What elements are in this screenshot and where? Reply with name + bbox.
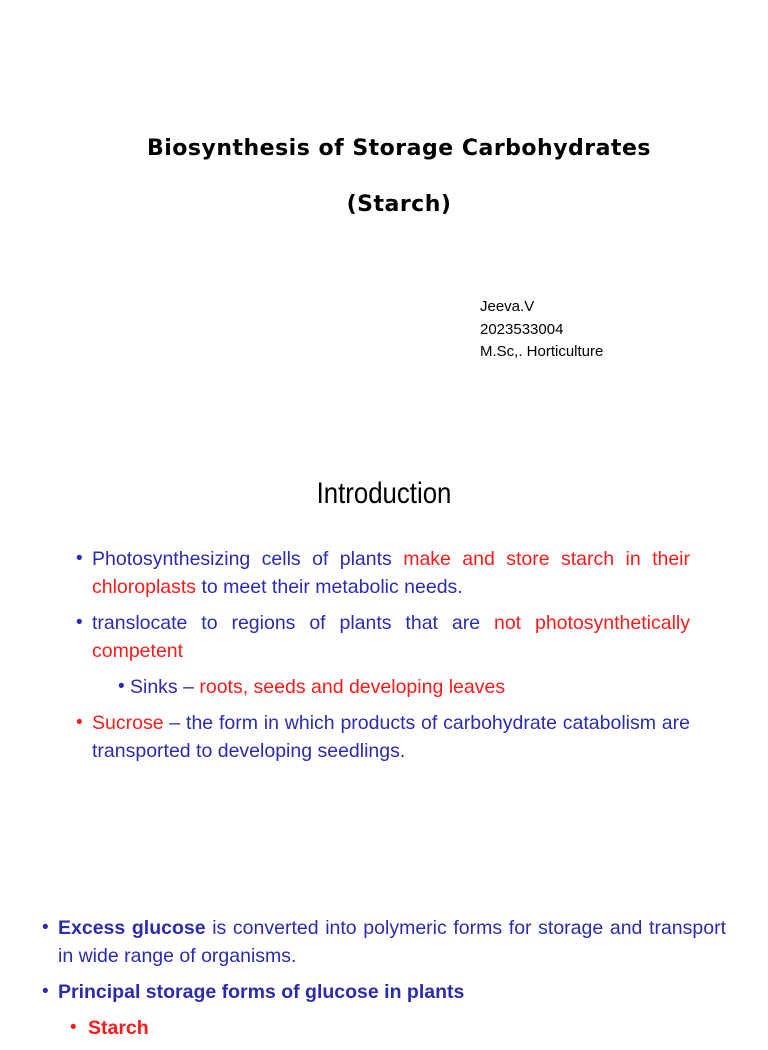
bullet-text: to meet their metabolic needs.	[196, 576, 463, 598]
storage-bullet-list	[40, 914, 726, 1050]
bullet-icon: •	[76, 612, 83, 633]
introduction-bullet-list	[74, 545, 690, 773]
author-block	[480, 296, 603, 364]
slide-subtitle: (Starch)	[346, 192, 452, 217]
highlight-text: roots, seeds and developing leaves	[199, 676, 506, 698]
bullet-text: translocate to regions of plants that are	[92, 612, 494, 634]
author-name: Jeeva.V	[480, 298, 535, 315]
bullet-text: Sinks –	[130, 676, 200, 698]
bullet-text: – the form in which products of carbohydrate catabolism are transported to developing seedlings.	[92, 712, 690, 762]
author-id: 2023533004	[480, 320, 564, 338]
introduction-heading: Introduction	[316, 477, 452, 510]
list-item	[74, 545, 690, 601]
bullet-icon: •	[76, 548, 83, 569]
bold-text: Principal storage forms of glucose in plants	[58, 981, 465, 1003]
slide-title: Biosynthesis of Storage Carbohydrates	[146, 136, 652, 161]
bullet-text: is converted into polymeric forms for storage and transport in wide range of organisms.	[58, 917, 726, 967]
bullet-icon: •	[42, 981, 49, 1002]
bullet-icon: •	[70, 1017, 77, 1038]
list-item	[74, 609, 690, 665]
bullet-icon: •	[118, 676, 125, 697]
bold-highlight-text: Starch	[88, 1017, 149, 1039]
list-item	[74, 709, 690, 765]
bullet-text: Photosynthesizing cells of plants	[92, 548, 404, 570]
list-item	[40, 914, 726, 970]
storage-forms-slide	[0, 900, 768, 1039]
highlight-text: Sucrose	[92, 712, 164, 734]
list-item	[40, 978, 726, 1006]
bullet-icon: •	[42, 917, 49, 938]
author-program: M.Sc,. Horticulture	[480, 343, 604, 360]
bullet-icon: •	[76, 712, 83, 733]
sub-list-item	[118, 673, 690, 701]
sub-list-item	[70, 1014, 726, 1042]
highlight-text: make and store starch in their chloroplasts	[92, 548, 691, 598]
introduction-slide	[0, 455, 768, 875]
title-slide	[0, 0, 768, 432]
highlight-text: not photosynthetically competent	[92, 612, 690, 662]
bold-text: Excess glucose	[58, 917, 206, 939]
